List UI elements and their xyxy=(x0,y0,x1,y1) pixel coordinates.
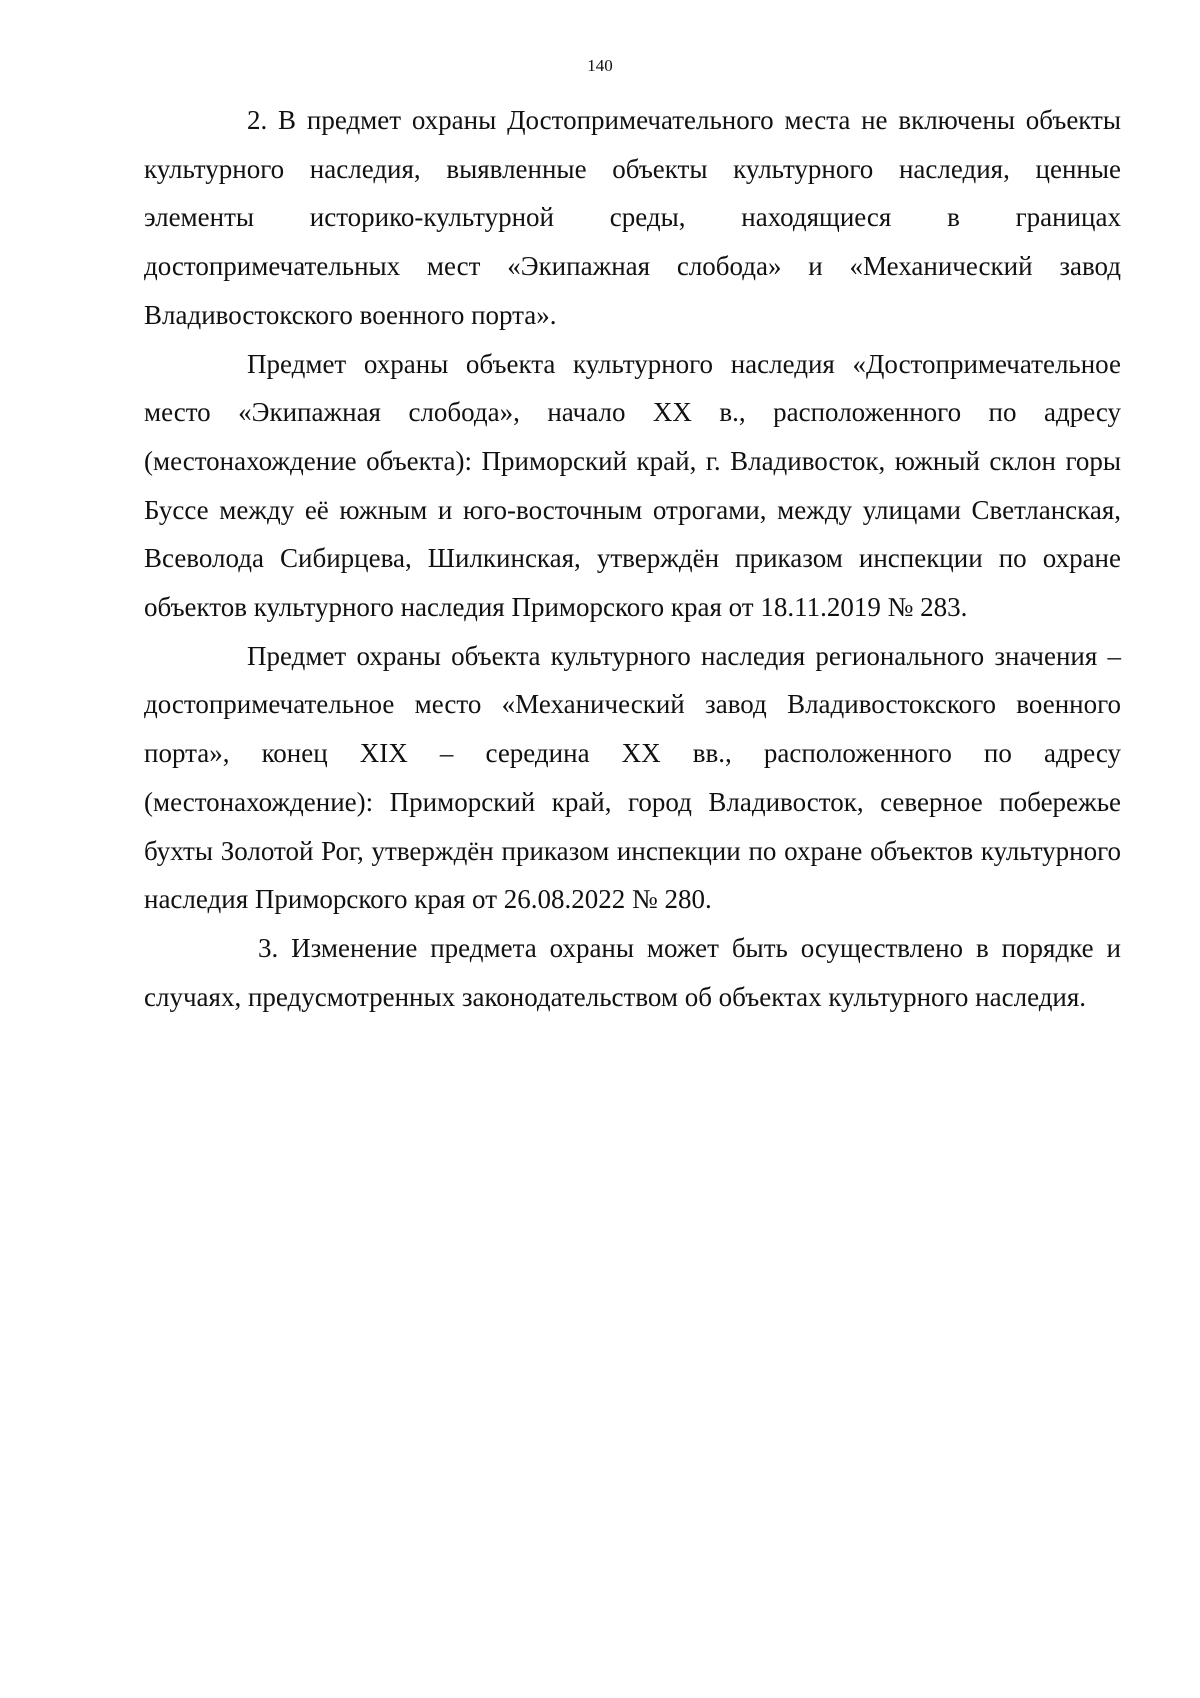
paragraph-ekipazhnaya-sloboda: Предмет охраны объекта культурного наследия «Достопримечательное место «Экипажная слобода», начало XX в., расположенного по адресу (местонахождение объекта): Приморский край, г. Владивосток, южный склон горы Буссе между её южным и юго-восточным отрогами, между улицами Светланская, Всеволода Сибирцева, Шилкинская, утверждён приказом инспекции по охране объектов культурного наследия Приморского края от 18.11.2019 № 283. xyxy=(144,348,1121,623)
page-number: 140 xyxy=(587,56,613,75)
document-body xyxy=(144,96,1121,1021)
paragraph-exclusions: 2. В предмет охраны Достопримечательного места не включены объекты культурного наследия, выявленные объекты культурного наследия, ценные элементы историко-культурной среды, находящиеся в границах достопримечательных мест «Экипажная слобода» и «Механический завод Владивостокского военного порта». xyxy=(144,105,1121,330)
paragraph-mechanical-plant: Предмет охраны объекта культурного наследия регионального значения – достопримечательное место «Механический завод Владивостокского военного порта», конец XIX – середина XX вв., расположенного по адресу (местонахождение): Приморский край, город Владивосток, северное побережье бухты Золотой Рог, утверждён приказом инспекции по охране объектов культурного наследия Приморского края от 26.08.2022 № 280. xyxy=(144,640,1121,915)
paragraph-changes: 3. Изменение предмета охраны может быть осуществлено в порядке и случаях, предусмотренных законодательством об объектах культурного наследия. xyxy=(144,932,1121,1012)
